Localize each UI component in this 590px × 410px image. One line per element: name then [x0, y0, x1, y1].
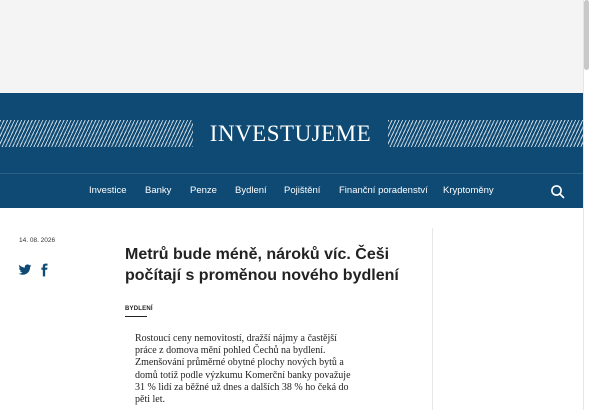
article-title: Metrů bude méně, nároků víc. Češi počítají s proměnou nového bydlení — [125, 246, 399, 284]
tag-underline — [125, 316, 147, 317]
nav-item-investice[interactable]: Investice — [89, 185, 127, 196]
sidebar-divider — [432, 228, 433, 410]
nav-item-financni-poradenstvi[interactable]: Finanční poradenství — [339, 185, 428, 196]
nav-item-banky[interactable]: Banky — [145, 185, 172, 196]
nav-item-pojisteni[interactable]: Pojištění — [284, 185, 321, 196]
article-perex: Rostoucí ceny nemovitostí, dražší nájmy a častější práce z domova mění pohled Čechů na bydlení. Zmenšování průměrné obytné plochy nových bytů a domů totiž podle výzkumu Komerční banky považuje 31 % lidí za běžné už dnes a dalších 38 % ho čeká do pěti let. — [135, 333, 351, 406]
scrollbar-thumb[interactable] — [584, 0, 589, 70]
twitter-icon[interactable] — [18, 263, 32, 277]
article-date: 14. 08. 2026 — [19, 237, 56, 244]
article-category-tag[interactable]: BYDLENÍ — [125, 306, 153, 312]
logo-hatch-right — [388, 120, 583, 147]
facebook-icon[interactable] — [37, 263, 51, 277]
search-icon[interactable] — [549, 183, 567, 201]
site-logo[interactable]: INVESTUJEME — [209, 121, 372, 146]
header-separator — [0, 173, 583, 174]
nav-item-bydleni[interactable]: Bydlení — [235, 185, 267, 196]
nav-item-kryptomeny[interactable]: Kryptoměny — [443, 185, 494, 196]
logo-hatch-left — [0, 120, 193, 147]
nav-item-penze[interactable]: Penze — [190, 185, 217, 196]
top-blank-area — [0, 0, 583, 93]
